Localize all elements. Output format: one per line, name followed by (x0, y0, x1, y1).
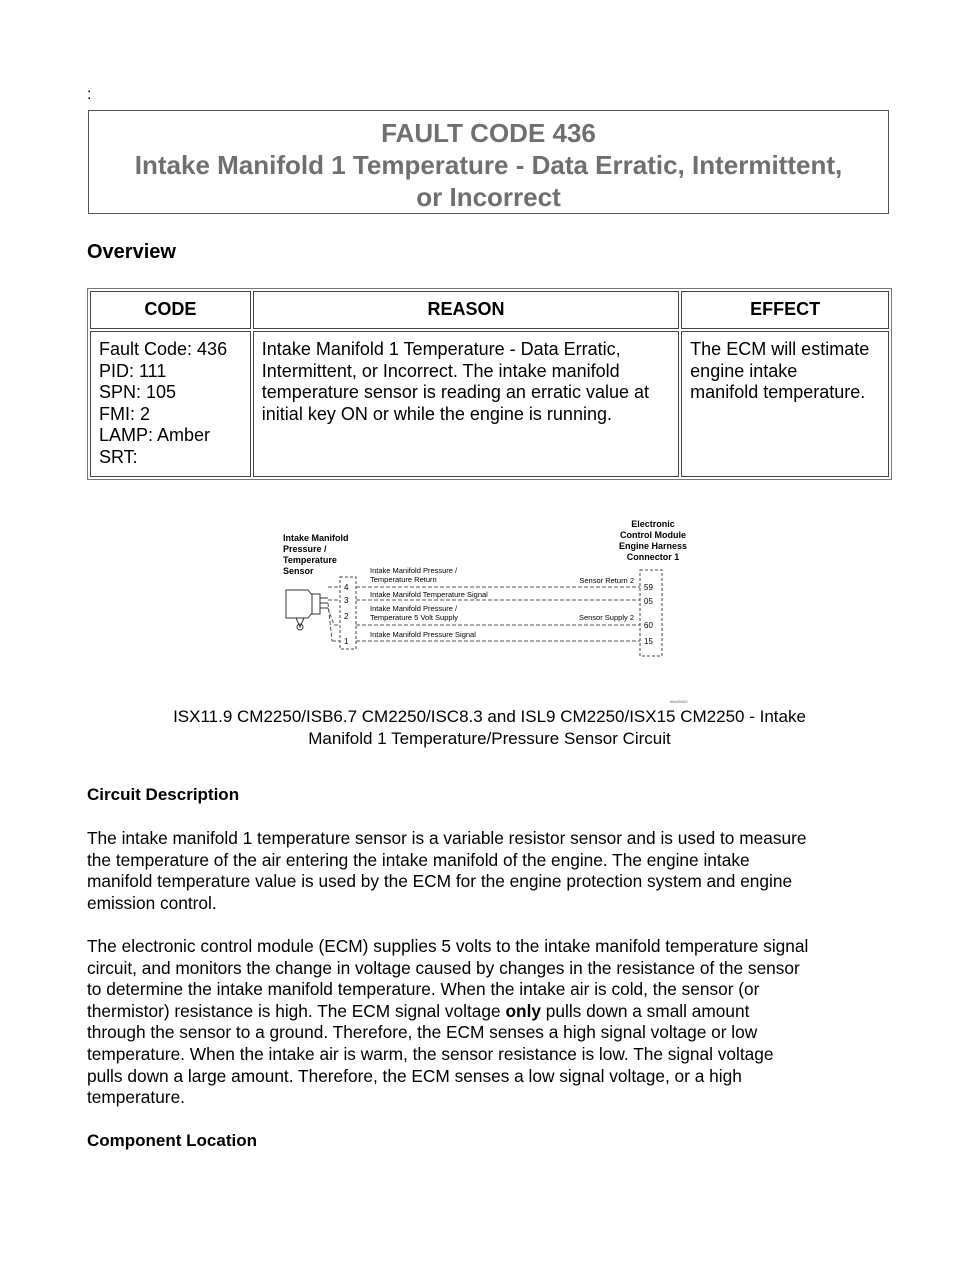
table-header-row (90, 291, 889, 329)
table-row (90, 331, 889, 477)
sensor-label: Intake Manifold (283, 533, 349, 543)
ecm-label: Electronic (631, 519, 675, 529)
pin-right: 05 (644, 597, 653, 606)
wire-right-label: Sensor Return 2 (579, 576, 634, 585)
pin-right: 60 (644, 621, 653, 630)
reason-line: Intermittent, or Incorrect. The intake manifold (261, 360, 620, 381)
overview-heading: Overview (87, 241, 176, 263)
header-code: CODE (90, 291, 251, 329)
pin-right: 59 (644, 583, 653, 592)
reason-line: temperature sensor is reading an erratic value at (261, 382, 649, 402)
paragraph-text: pulls down a small amount (540, 1000, 750, 1021)
effect-line: The ECM will estimate (690, 339, 870, 359)
caption-line: Manifold 1 Temperature/Pressure Sensor Circuit (308, 729, 671, 748)
pin-left: 2 (344, 612, 349, 621)
pin-left: 1 (344, 637, 349, 646)
paragraph-line: temperature. (87, 1087, 185, 1108)
fault-overview-table (87, 288, 892, 480)
code-line-pid: PID: 111 (99, 360, 167, 381)
wire-label: Intake Manifold Pressure Signal (370, 630, 476, 639)
pin-right: 15 (644, 637, 653, 646)
sensor-label: Pressure / (283, 544, 327, 554)
sensor-circuit-diagram (278, 515, 702, 705)
reason-line: Intake Manifold 1 Temperature - Data Erratic, (261, 339, 621, 359)
reason-cell (253, 331, 679, 477)
paragraph-line: The intake manifold 1 temperature sensor is a variable resistor sensor and is used to measure (87, 828, 807, 848)
paragraph-line: to determine the intake manifold temperature. When the intake air is cold, the sensor (or (87, 979, 760, 1000)
effect-line: manifold temperature. (690, 382, 866, 402)
header-reason: REASON (253, 291, 679, 329)
paragraph-line: emission control. (87, 892, 217, 913)
circuit-description-heading: Circuit Description (87, 785, 240, 804)
diagram-caption (87, 706, 892, 750)
fault-title-line2: Intake Manifold 1 Temperature - Data Erratic, Intermittent, (134, 150, 843, 180)
fault-title-line3: or Incorrect (416, 182, 561, 212)
ecm-label: Engine Harness (618, 541, 688, 551)
code-line-lamp: LAMP: Amber (99, 425, 211, 445)
effect-cell (681, 331, 889, 477)
wire-label: Temperature 5 Volt Supply (370, 613, 458, 622)
code-cell (90, 331, 251, 477)
emphasis-only: only (505, 1000, 541, 1021)
code-line-spn: SPN: 105 (99, 382, 177, 402)
page-colon: : (87, 86, 92, 103)
fault-code-title: FAULT CODE 436 (381, 118, 596, 148)
circuit-paragraph-2 (87, 936, 897, 1109)
paragraph-line: through the sensor to a ground. Therefore, the ECM senses a high signal voltage or low (87, 1022, 758, 1043)
pin-left: 4 (344, 583, 349, 592)
wire-label: Intake Manifold Temperature Signal (370, 590, 488, 599)
paragraph-line: circuit, and monitors the change in voltage caused by changes in the resistance of the sensor (87, 957, 800, 978)
component-location-heading: Component Location (87, 1131, 257, 1150)
ecm-label: Control Module (620, 530, 686, 540)
ecm-label: Connector 1 (626, 552, 680, 562)
code-line-fmi: FMI: 2 (99, 403, 151, 424)
wire-right-label: Sensor Supply 2 (578, 613, 634, 622)
circuit-paragraph-1 (87, 828, 897, 914)
caption-line: ISX11.9 CM2250/ISB6.7 CM2250/ISC8.3 and ISL9 CM2250/ISX15 CM2250 - Intake (173, 707, 806, 726)
header-effect: EFFECT (681, 291, 889, 329)
paragraph-line: The electronic control module (ECM) supplies 5 volts to the intake manifold temperature signal (87, 936, 809, 956)
wire-label: Intake Manifold Pressure / (370, 604, 458, 613)
diagram-code-tag: h6z00402 (670, 699, 688, 704)
wire-label: Intake Manifold Pressure / (370, 566, 458, 575)
paragraph-line (87, 1001, 897, 1023)
paragraph-text: thermistor) resistance is high. The ECM signal voltage (87, 1000, 506, 1021)
sensor-label: Sensor (283, 566, 314, 576)
paragraph-line: temperature. When the intake air is warm, the sensor resistance is low. The signal voltage (87, 1043, 774, 1064)
paragraph-line: manifold temperature value is used by the ECM for the engine protection system and engine (87, 871, 793, 892)
fault-title-box (88, 110, 889, 214)
wire-label: Temperature Return (370, 575, 437, 584)
code-line-fault: Fault Code: 436 (99, 339, 228, 359)
code-line-srt: SRT: (99, 446, 138, 467)
reason-line: initial key ON or while the engine is running. (261, 403, 612, 424)
effect-line: engine intake (690, 360, 798, 381)
sensor-symbol (286, 590, 328, 630)
pin-left: 3 (344, 596, 349, 605)
paragraph-line: the temperature of the air entering the intake manifold of the engine. The engine intake (87, 849, 750, 870)
paragraph-line: pulls down a large amount. Therefore, the ECM senses a low signal voltage, or a high (87, 1065, 742, 1086)
sensor-label: Temperature (283, 555, 337, 565)
